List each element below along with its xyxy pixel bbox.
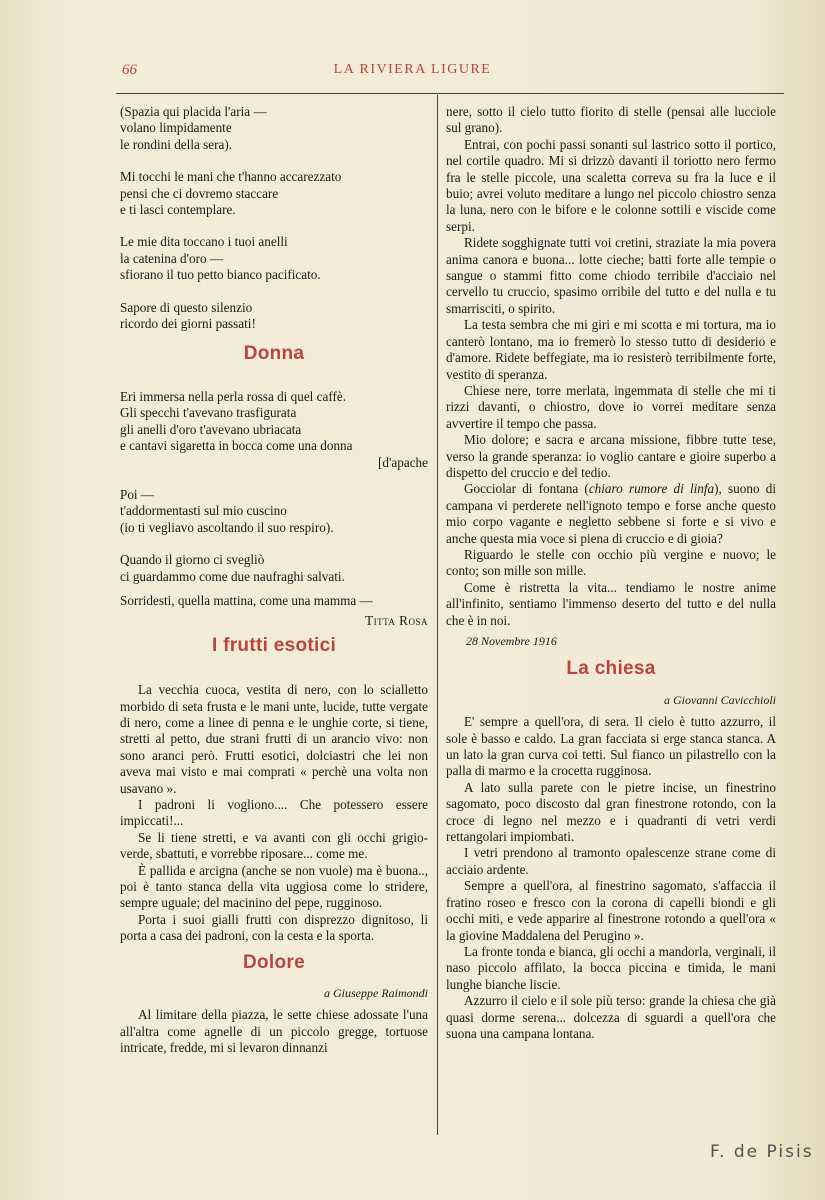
verse-line: Poi —	[120, 486, 155, 502]
author-name: Titta Rosa	[365, 613, 428, 629]
left-column	[120, 104, 428, 1057]
article-date: 28 Novembre 1916	[466, 634, 557, 648]
prose-paragraph: nere, sotto il cielo tutto fiorito di stelle (pensai alle lucciole sul grano).	[446, 104, 776, 136]
prose-paragraph: Entrai, con pochi passi sonanti sul lastrico sotto il portico, nel cortile quadro. Mi si drizzò davanti il toriotto nero fermo fra le stelle piccole, una scaletta correva su fra la luce e il buio; avrei voluto meditare a lungo nel piccolo chiostro senza la luna, nero con le bifore e le colonne sottili e viscide come serpi.	[446, 136, 776, 234]
verse-line: ci guardammo come due naufraghi salvati.	[120, 568, 345, 584]
handwritten-signature: F. de Pisis	[710, 1142, 814, 1162]
header-rule	[116, 93, 784, 94]
column-divider	[437, 95, 438, 1135]
poem-stanza	[120, 389, 428, 471]
verse-line: Quando il giorno ci svegliò	[120, 552, 265, 568]
page-number: 66	[122, 62, 137, 78]
verse-line: Sapore di questo silenzio	[120, 299, 253, 315]
verse-line: le rondini della sera).	[120, 136, 233, 152]
poem-stanza	[120, 487, 428, 536]
prose-paragraph: La testa sembra che mi giri e mi scotta e mi tortura, ma io canterò lontano, ma io fremerò lo stesso tutto di desiderio e d'amore. Ridete beffegiate, ma io resisterò terribilmente forte, vestito di speranza.	[446, 317, 776, 382]
verse-line: e cantavi sigaretta in bocca come una donna	[120, 438, 353, 454]
dedication: a Giovanni Cavicchioli	[664, 692, 776, 707]
prose-paragraph: Come è ristretta la vita... tendiamo le nostre anime all'infinito, sentiamo l'immenso deserto del tutto e del nulla che è in noi.	[446, 579, 776, 628]
journal-title: LA RIVIERA LIGURE	[333, 62, 492, 77]
verse-line: Eri immersa nella perla rossa di quel caffè.	[120, 388, 347, 404]
prose-paragraph: I vetri prendono al tramonto opalescenze strane come di acciaio ardente.	[446, 845, 776, 877]
running-head	[0, 62, 825, 82]
prose-paragraph: È pallida e arcigna (anche se non vuole) ma è buona.., poi è tanto stanca della vita uggiosa come lo stridere, sempre uguale; del macinino del pepe, rugginoso.	[120, 862, 428, 911]
prose-paragraph: Al limitare della piazza, le sette chiese adossate l'una all'altra come agnelle di un piccolo gregge, tortuose intricate, fredde, mi si levaron dinnanzi	[120, 1007, 428, 1056]
poem-stanza	[120, 169, 428, 218]
prose-paragraph: E' sempre a quell'ora, di sera. Il cielo è tutto azzurro, il sole è basso e caldo. La gran facciata si erge stanca stanca. A un lato la gran curva coi tetti. Sul fianco un pilastrello con la palla di marmo e la crocetta rugginosa.	[446, 714, 776, 779]
section-title-donna: Donna	[243, 343, 305, 365]
verse-line-continuation: [d'apache	[378, 454, 428, 470]
verse-line: t'addormentasti sul mio cuscino	[120, 503, 287, 519]
prose-paragraph: Riguardo le stelle con occhio più vergine e nuovo; le conto; son mille son mille.	[446, 546, 776, 579]
section-title-frutti: I frutti esotici	[211, 634, 337, 656]
poem-stanza	[120, 234, 428, 283]
verse-line: ricordo dei giorni passati!	[120, 316, 256, 332]
dedication: a Giuseppe Raimondi	[324, 986, 428, 1001]
poem-stanza	[120, 104, 428, 153]
verse-line: Mi tocchi le mani che t'hanno accarezzato	[120, 169, 342, 185]
verse-line: sfiorano il tuo petto bianco pacificato.	[120, 267, 321, 283]
poem-stanza	[120, 593, 428, 609]
verse-line: Le mie dita toccano i tuoi anelli	[120, 234, 288, 250]
verse-line: la catenina d'oro —	[120, 250, 224, 266]
poem-stanza	[120, 300, 428, 333]
verse-line: (io ti vegliavo ascoltando il suo respiro).	[120, 519, 334, 535]
prose-paragraph: Chiese nere, torre merlata, ingemmata di stelle che mi ti rizzi davanti, o chiostro, dove io vorrei meditare senza avvertire il tempo che passa.	[446, 382, 776, 431]
verse-line: Gli specchi t'avevano trasfigurata	[120, 405, 297, 421]
prose-paragraph: Mio dolore; e sacra e arcana missione, fibbre tutte tese, verso la grande speranza: io voglio cantare e gioire superbo a dispetto del cruccio e del tedio.	[446, 432, 776, 480]
verse-line: e ti lasci contemplare.	[120, 202, 236, 218]
verse-line: Sorridesti, quella mattina, come una mamma —	[120, 592, 373, 608]
prose-paragraph: Se li tiene stretti, e va avanti con gli occhi grigio-verde, sbattuti, e vorrebbe riposare... come me.	[120, 829, 428, 862]
prose-paragraph: Ridete sogghignate tutti voi cretini, straziate la mia povera anima canora e buona... lotte cieche; batti forte alle tempie o sangue o stammi fitto come chiodo terribile d'acciaio nel cervello tu cruccio, spasimo orribile del tutto e del nulla e tu smarrisciti, o spirito.	[446, 235, 776, 316]
italic-phrase: chiaro rumore di linfa	[588, 481, 715, 497]
prose-paragraph: Porta i suoi gialli frutti con disprezzo dignitoso, li porta a casa dei padroni, con la cesta e la sporta.	[120, 911, 428, 944]
prose-paragraph: Sempre a quell'ora, al finestrino sagomato, s'affaccia il fratino roseo e fresco con la corona di capelli biondi e gli occhi miti, e vede apparire al finestrone rotondo a quell'ora « la giovine Maddalena del Perugino ».	[446, 878, 776, 943]
prose-paragraph: A lato sulla parete con le pietre incise, un finestrino sagomato, poco discosto dal gran finestrone rotondo, con la croce di legno nel mezzo e i quadranti di vetri verdi rettangolari impiombati.	[446, 779, 776, 845]
section-title-chiesa: La chiesa	[566, 658, 656, 680]
prose-paragraph: I padroni li vogliono.... Che potessero essere impiccati!...	[120, 797, 428, 829]
prose-paragraph: Azzurro il cielo e il sole più terso: grande la chiesa che già quasi dorme serena... dolcezza di sguardi a quell'ora che suona una campana lontana.	[446, 993, 776, 1041]
poem-stanza	[120, 552, 428, 585]
prose-paragraph: La fronte tonda e bianca, gli occhi a mandorla, verginali, il naso piccolo affilato, la bocca piccina e timida, le mani lunghe bianche liscie.	[446, 943, 776, 992]
verse-line: gli anelli d'oro t'avevano ubriacata	[120, 421, 302, 437]
prose-paragraph: La vecchia cuoca, vestita di nero, con lo scialletto morbido di seta frusta e le mani unte, lucide, tutte vergate di nero, come a linee di penna e le unghie corte, si tiene, stretti al petto, due strani frutti di un arancio vivo: non sono aranci però. Frutti esotici, dolciastri che lei non aveva mai visto e mai comprati « perchè una volta non usavano ».	[120, 682, 428, 796]
verse-line: pensi che ci dovremo staccare	[120, 185, 279, 201]
right-column	[446, 104, 776, 1042]
verse-line: (Spazia qui placida l'aria —	[120, 104, 267, 119]
prose-paragraph-with-italic: Gocciolar di fontana (chiaro rumore di linfa), suono di campana vi perderete nell'ignoto tempo e forse anche questo mio corpo vagante e negletto sebbene si forte e si vivo e anche questa mia voce si piena di cruccio e di gioia?	[446, 481, 777, 546]
section-title-dolore: Dolore	[243, 951, 305, 973]
verse-line: volano limpidamente	[120, 120, 232, 136]
